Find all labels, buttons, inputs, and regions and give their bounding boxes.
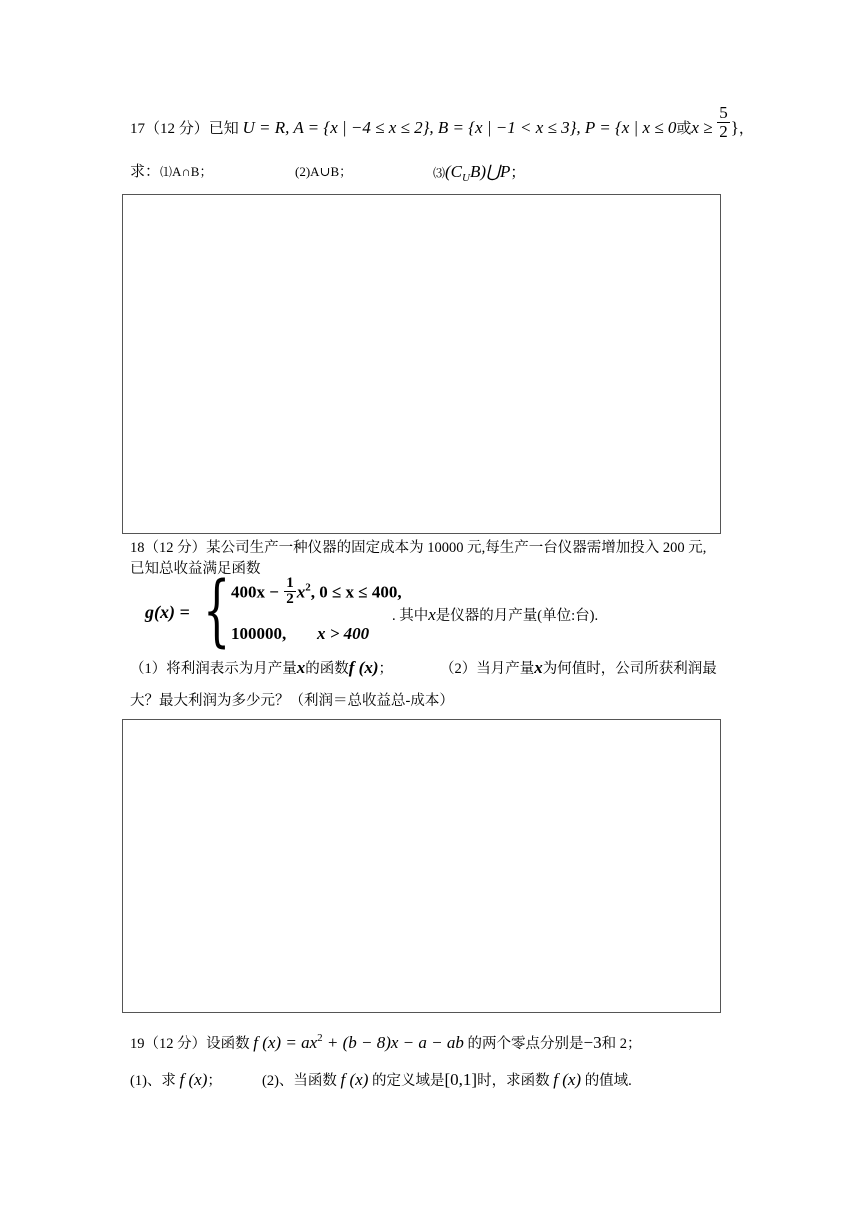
q19-and: 和 2； [601, 1036, 642, 1052]
q19-func-sup: 2 [317, 1032, 323, 1044]
q18-case1-sup: 2 [305, 581, 311, 594]
q17-answer-box[interactable] [122, 194, 721, 534]
q17-part2 [295, 162, 352, 182]
q19-part1-f: f (x) [179, 1070, 208, 1089]
q18-case1 [231, 575, 402, 607]
q18-part2 [440, 658, 717, 679]
q17-lead: 已知 [208, 121, 239, 137]
q17-part3-end: ； [510, 165, 526, 181]
q19-part2 [262, 1070, 632, 1091]
q17-number: 17 [130, 121, 145, 137]
q18-note-x: x [428, 605, 436, 624]
q17-ask: 求： [130, 164, 161, 180]
q17-or: 或 [676, 121, 692, 137]
q17-fraction [717, 104, 730, 141]
q18-note-b: 是仪器的月产量(单位:台). [435, 608, 599, 624]
q19-func: f (x) = ax [253, 1033, 318, 1052]
q18-case1-a: 400x − [231, 582, 279, 602]
q18-note [392, 604, 598, 625]
q18-part1-x: x [296, 658, 306, 677]
q17-p-tail: x ≥ [691, 118, 713, 137]
q17-parts [130, 162, 212, 182]
q19-part2-b: 的定义域是 [372, 1073, 445, 1089]
q19-part2-domain: [0,1] [444, 1070, 478, 1089]
q19-zero1: −3 [583, 1033, 602, 1052]
q18-brace: { [203, 566, 231, 656]
q19-part2-d: 的值域. [584, 1073, 632, 1089]
q19-func-tail: + (b − 8)x − a − ab [322, 1033, 464, 1052]
q17-part3-a: (C [445, 162, 463, 181]
q17-frac-den: 2 [719, 122, 728, 142]
q17-statement [130, 103, 754, 142]
q17-part3-no: ⑶ [433, 166, 446, 180]
q18-part1-b: 的函数 [305, 661, 349, 677]
q17-part1-no: ⑴ [160, 165, 173, 179]
q19-part2-a: (2)、当函数 [262, 1073, 337, 1089]
q18-part1 [130, 658, 393, 679]
q18-answer-box[interactable] [122, 719, 721, 1013]
q18-part2-b: 为何值时，公司所获利润最 [542, 661, 717, 677]
q19-part2-f2: f (x) [553, 1070, 582, 1089]
q18-intro-line1: 18（12 分）某公司生产一种仪器的固定成本为 10000 元,每生产一台仪器需增加投入 200 元, [130, 540, 707, 556]
q17-part3-b: B)⋃P [469, 162, 511, 181]
q17-part1: A∩B； [172, 164, 213, 179]
q18-note-a: . 其中 [392, 608, 429, 624]
q18-part2-line2: 大？最大利润为多少元？（利润＝总收益总-成本） [130, 693, 454, 709]
q18-case1-num: 1 [286, 575, 294, 591]
q17-sets: U = R, A = {x | −4 ≤ x ≤ 2}, B = {x | −1 < x ≤ 3}, P = {x | x ≤ 0 [242, 118, 677, 137]
q19-mid: 的两个零点分别是 [467, 1036, 584, 1052]
q18-intro-line2: 已知总收益满足函数 [130, 561, 261, 577]
q18-case1-den: 2 [286, 591, 294, 607]
q18-part1-a: （1）将利润表示为月产量 [130, 661, 297, 677]
q18-case1-fraction [284, 576, 296, 607]
q18-case1-x: x [296, 582, 306, 602]
q19-part1 [130, 1070, 222, 1091]
q17-part2-no: (2) [295, 164, 311, 179]
q18-part1-c: ； [378, 661, 393, 677]
q18-part1-f: f (x) [348, 658, 379, 677]
q19-lead: 19（12 分）设函数 [130, 1036, 250, 1052]
q18-case2-condition: x > 400 [317, 624, 370, 643]
q19-part1-a: (1)、求 [130, 1073, 176, 1089]
q19-part2-f: f (x) [340, 1070, 369, 1089]
q17-part3-sub: U [462, 172, 470, 184]
q17-end: ， [738, 121, 754, 137]
q18-case1-c: , 0 ≤ x ≤ 400, [310, 582, 402, 602]
q18-part2-a: （2）当月产量 [440, 661, 535, 677]
q17-frac-num: 5 [719, 103, 728, 123]
q19-part2-c: 时，求函数 [477, 1073, 550, 1089]
q17-close: } [730, 118, 739, 137]
q18-part2-x: x [534, 658, 543, 677]
q17-part3 [433, 162, 525, 188]
q19-part1-b: ； [207, 1073, 222, 1089]
q17-points: （12 分） [145, 121, 209, 137]
q17-part2-text: A∪B； [310, 164, 353, 179]
q18-func-lhs: g(x) = [145, 602, 190, 622]
q19-statement [130, 1028, 641, 1054]
q18-case2-value: 100000, [231, 624, 287, 643]
